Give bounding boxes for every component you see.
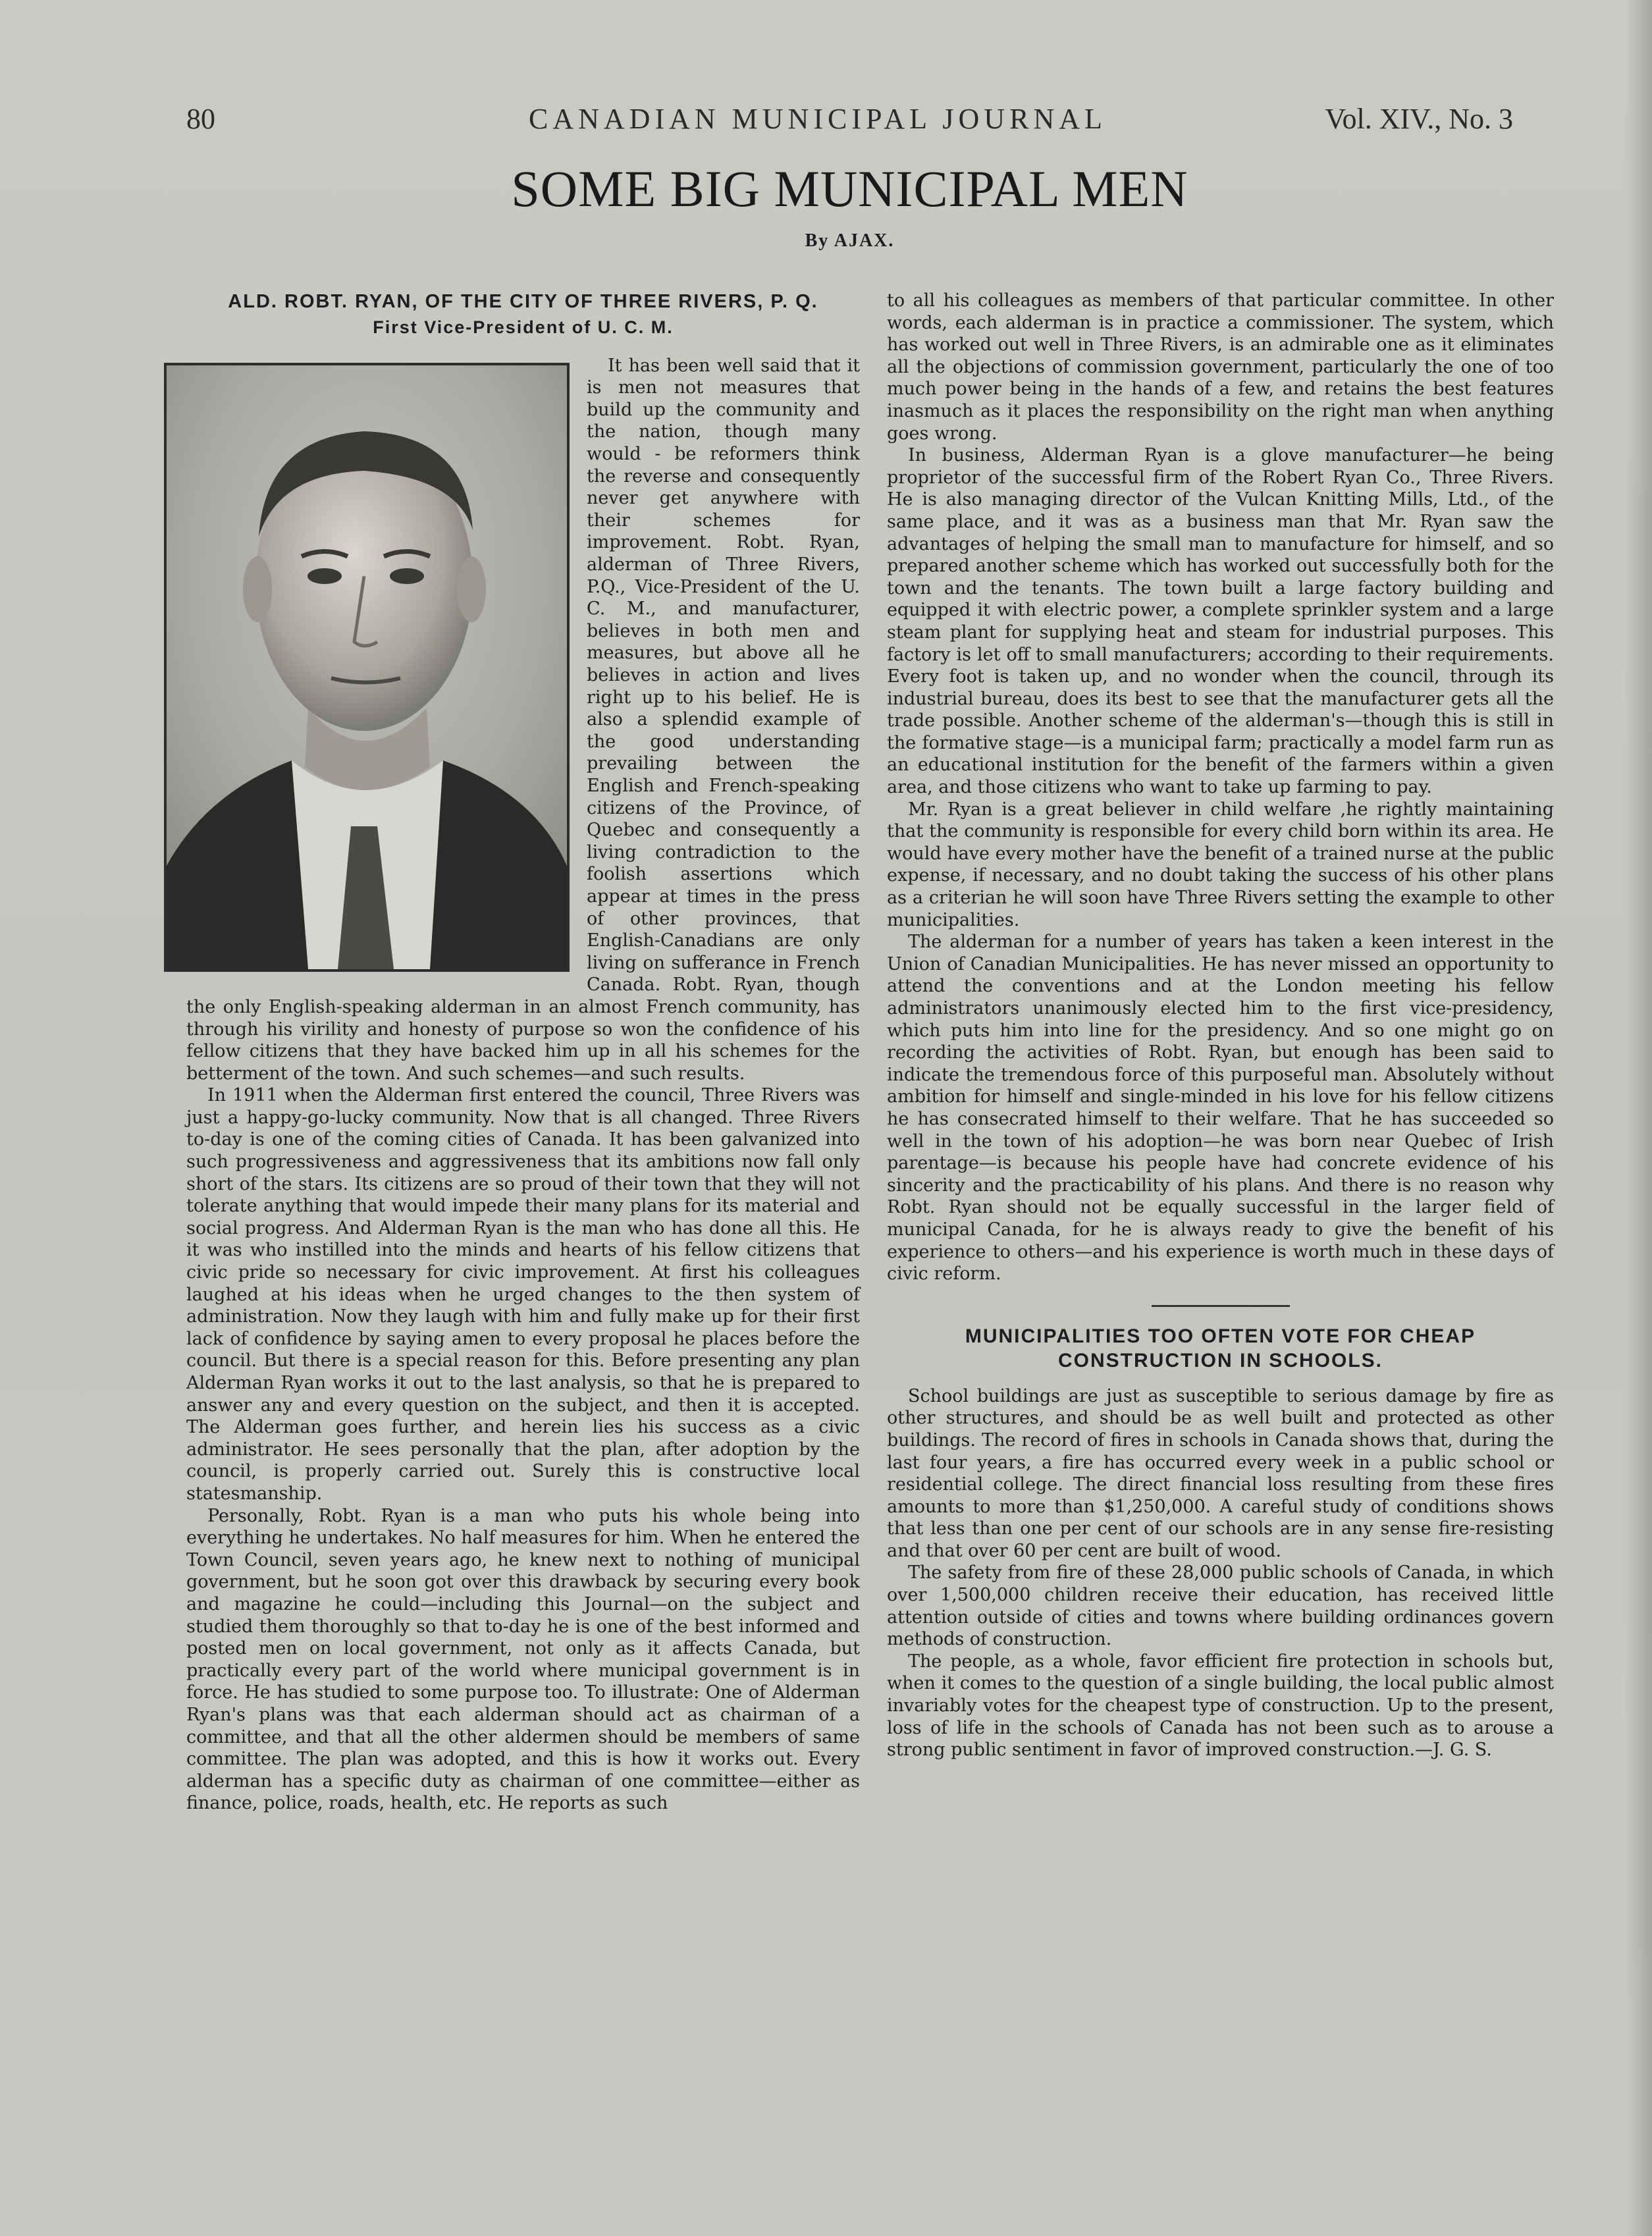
- article2-heading: MUNICIPALITIES TOO OFTEN VOTE FOR CHEAP CONSTRUCTION IN SCHOOLS.: [965, 1325, 1476, 1372]
- volume-number: Vol. XIV., No. 3: [1325, 103, 1513, 135]
- section-divider: [1152, 1305, 1290, 1307]
- portrait-icon: [167, 365, 567, 969]
- column-right: [887, 290, 1554, 1761]
- byline: By AJAX.: [805, 230, 895, 251]
- paragraph: In 1911 when the Alderman first entered the council, Three Rivers was just a happy-go-lucky community. Now that is all changed. Three Rivers to-day is one of the coming cities of Canada. It has been galvanized into such progressiveness and aggressiveness that its ambitions now fall only short of the stars. Its citizens are so proud of their town that they will not tolerate anything that would impede their many plans for its material and social progress. And Alderman Ryan is the man who has done all this. He it was who instilled into the minds and hearts of his fellow citizens that civic pride so necessary for civic improvement. At first his colleagues laughed at his ideas when he urged changes to the then system of administration. Now they laugh with him and fully make up for their first lack of confidence by saying amen to every proposal he places before the council. But there is a special reason for this. Before presenting any plan Alderman Ryan works it out to the last analysis, so that he is prepared to answer any and every question on the subject, and then it is accepted. The Alderman goes further, and herein lies his success as a civic administrator. He sees personally that the plan, after adoption by the council, is properly carried out. Surely this is constructive local statesmanship.: [186, 1085, 860, 1504]
- paragraph: In business, Alderman Ryan is a glove manufacturer—he being proprietor of the successful firm of the Robert Ryan Co., Three Rivers. He is also managing director of the Vulcan Knitting Mills, Ltd., of the same place, and it was as a business man that Mr. Ryan saw the advantages of helping the small man to manufacture for himself, and so prepared another scheme which has worked out successfully both for the town and the tenants. The town built a large factory building and equipped it with electric power, a complete sprinkler system and a large steam plant for supplying heat and steam for industrial purposes. This factory is let off to small manufacturers; according to their requirements. Every foot is taken up, and no wonder when the council, through its industrial bureau, does its best to see that the manufacturer gets all the trade possible. Another scheme of the alderman's—though this is still in the formative stage—is a municipal farm; practically a model farm run as an educational institution for the benefit of the farmers within a given area, and those citizens who want to take up farming to pay.: [887, 445, 1554, 798]
- journal-name: CANADIAN MUNICIPAL JOURNAL: [529, 103, 1107, 135]
- paragraph: It has been well said that it is men not measures that build up the community and the nation, though many would - be reformers think the reverse and consequently never get anywhere with their schemes for improvement. Robt. Ryan, alderman of Three Rivers, P.Q., Vice-President of the U. C. M., and manufacturer, believes in both men and measures, but above all he believes in action and lives right up to his belief. He is also a splendid example of the good understanding prevailing between the English and French-speaking citizens of the Province, of Quebec and consequently a living contradiction to the foolish assertions which appear at times in the press of other provinces, that English-Canadians are only living on sufferance in French Canada. Robt. Ryan, though the only English-speaking alderman in an almost French community, has through his virility and honesty of purpose so won the confidence of his fellow citizens that they have backed him up in all his schemes for the betterment of the town. And such schemes—and such results.: [186, 355, 860, 1084]
- paragraph: to all his colleagues as members of that particular committee. In other words, each alderman is in practice a commissioner. The system, which has worked out well in Three Rivers, is an admirable one as it eliminates all the objections of commission government, particularly the one of too much power being in the hands of a few, and retains the best features inasmuch as it places the responsibility on the right man when anything goes wrong.: [887, 290, 1554, 444]
- page-title: SOME BIG MUNICIPAL MEN: [511, 160, 1188, 217]
- paragraph: The alderman for a number of years has taken a keen interest in the Union of Canadian Municipalities. He has never missed an opportunity to attend the conventions and at the London meeting his fellow administrators unanimously elected him to the first vice-presidency, which puts him into line for the presidency. And so one might go on recording the activities of Robt. Ryan, but enough has been said to indicate the tremendous force of this purposeful man. Absolutely without ambition for himself and single-minded in his love for his fellow citizens he has consecrated himself to their welfare. That he has succeeded so well in the town of his adoption—he was born near Quebec of Irish parentage—is because his people have had concrete evidence of his sincerity and the practicability of his plans. And there is no reason why Robt. Ryan should not be equally successful in the larger field of municipal Canada, for he is always ready to give the benefit of his experience to others—and his experience is worth much in these days of civic reform.: [887, 932, 1554, 1285]
- article-heading: ALD. ROBT. RYAN, OF THE CITY OF THREE RIVERS, P. Q.: [228, 291, 818, 312]
- paragraph: Personally, Robt. Ryan is a man who puts his whole being into everything he undertakes. No half measures for him. When he entered the Town Council, seven years ago, he knew next to nothing of municipal government, but he soon got over this drawback by securing every book and magazine he could—including this Journal—on the subject and studied them thoroughly so that to-day he is one of the best informed and posted men on local government, not only as it affects Canada, but practically every part of the world where municipal government is in force. He has studied to some purpose too. To illustrate: One of Alderman Ryan's plans was that each alderman should act as chairman of a committee, and that all the other aldermen should be members of same committee. The plan was adopted, and this is how it works out. Every alderman has a specific duty as chairman of one committee—either as finance, police, roads, health, etc. He reports as such: [186, 1505, 860, 1814]
- article2-body: [887, 1385, 1554, 1761]
- paragraph: School buildings are just as susceptible to serious damage by fire as other structures, and should be as well built and protected as other buildings. The record of fires in schools in Canada shows that, during the last four years, a fire has occurred every week in a public school or residential college. The direct financial loss resulting from these fires amounts to more than $1,250,000. A careful study of conditions shows that less than one per cent of our schools are in any sense fire-resisting and that over 60 per cent are built of wood.: [887, 1385, 1554, 1561]
- running-head: [186, 102, 1513, 142]
- column-left: [186, 290, 860, 1815]
- article-body-right: [887, 290, 1554, 1285]
- page-spine-shadow: [1626, 0, 1652, 2236]
- paragraph: The safety from fire of these 28,000 public schools of Canada, in which over 1,500,000 children receive their education, has received little attention outside of cities and towns where building ordinances govern methods of construction.: [887, 1562, 1554, 1650]
- article-subheading: First Vice-President of U. C. M.: [373, 317, 674, 337]
- paragraph: Mr. Ryan is a great believer in child welfare ,he rightly maintaining that the community is responsible for every child born within its area. He would have every mother have the benefit of a trained nurse at the public expense, if necessary, and no doubt taking the success of his other plans as a criterian he will soon have Three Rivers setting the example to other municipalities.: [887, 799, 1554, 930]
- portrait-photo: [164, 363, 570, 972]
- page-number: 80: [186, 103, 215, 135]
- paragraph: The people, as a whole, favor efficient fire protection in schools but, when it comes to the question of a single building, the local public almost invariably votes for the cheapest type of construction. Up to the present, loss of life in the schools of Canada has not been such as to arouse a strong public sentiment in favor of improved construction.—J. G. S.: [887, 1651, 1554, 1761]
- article-body-left: [186, 355, 860, 1815]
